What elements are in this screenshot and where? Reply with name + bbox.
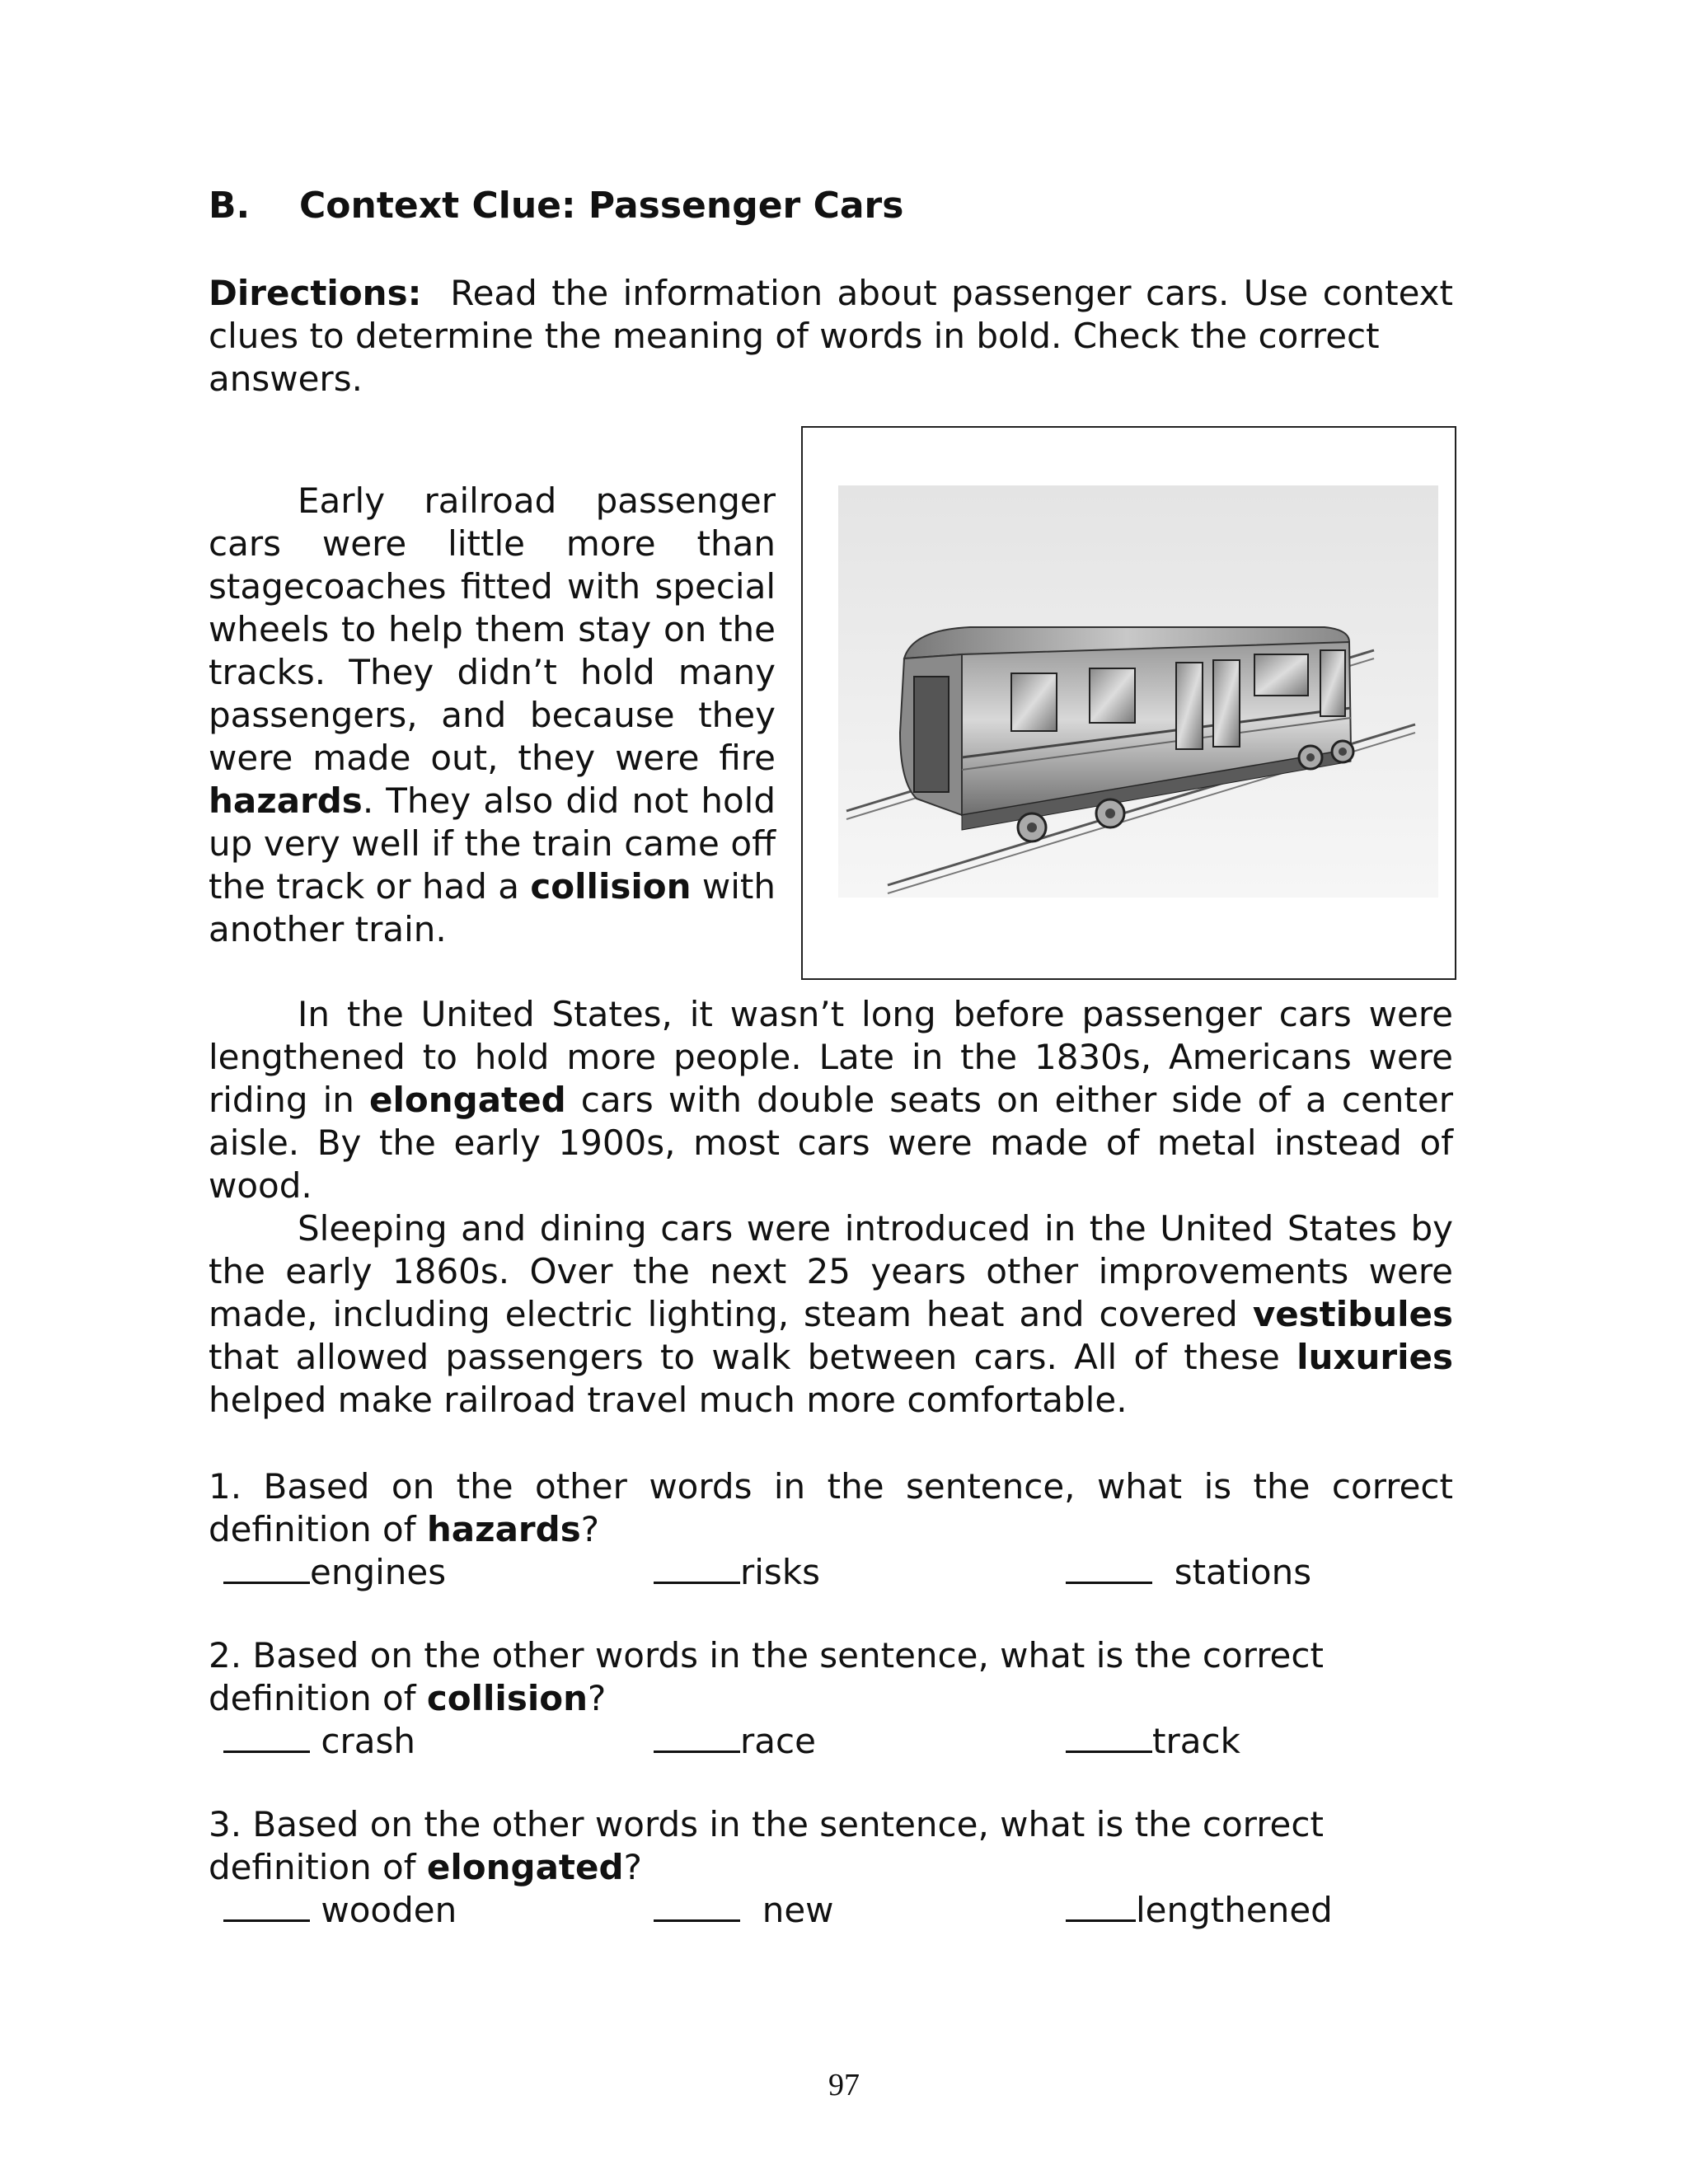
paragraph-early-cars xyxy=(209,480,776,951)
answer-blank[interactable] xyxy=(654,1721,740,1753)
train-car-icon xyxy=(838,485,1438,898)
option-crash[interactable]: crash xyxy=(223,1720,415,1763)
para3-line: the early 1860s. Over the next 25 years other improvements were xyxy=(209,1251,1453,1291)
directions-line-1: Directions: Read the information about passenger cars. Use context xyxy=(209,273,1453,313)
para2-line: In the United States, it wasn’t long before passenger cars were xyxy=(298,994,1453,1034)
option-track[interactable]: track xyxy=(1066,1720,1240,1763)
question-text: 2. Based on the other words in the sentence, what is the correct xyxy=(209,1635,1324,1675)
para1-line: the track or had a collision with xyxy=(209,866,776,907)
question-text: 3. Based on the other words in the sentence, what is the correct xyxy=(209,1804,1324,1844)
para1-line: another train. xyxy=(209,909,447,949)
paragraph-sleeping-dining xyxy=(209,1207,1453,1422)
bold-word-elongated: elongated xyxy=(369,1080,566,1120)
figure-frame xyxy=(801,426,1456,980)
para1-line: Early railroad passenger xyxy=(298,480,776,521)
figure-image xyxy=(838,485,1438,898)
answer-blank[interactable] xyxy=(1066,1552,1152,1584)
para1-line: stagecoaches fitted with special xyxy=(209,566,776,607)
directions-line-3: answers. xyxy=(209,359,363,399)
para1-line: cars were little more than xyxy=(209,523,776,564)
option-lengthened[interactable]: lengthened xyxy=(1066,1889,1333,1932)
answer-blank[interactable] xyxy=(1066,1721,1152,1753)
option-stations[interactable]: stations xyxy=(1066,1551,1311,1594)
section-heading xyxy=(209,183,903,229)
para1-line: tracks. They didn’t hold many xyxy=(209,652,776,692)
directions xyxy=(209,272,1453,401)
para1-line: were made out, they were fire xyxy=(209,738,776,778)
page-number: 97 xyxy=(828,2068,860,2102)
option-wooden[interactable]: wooden xyxy=(223,1889,457,1932)
para2-line: riding in elongated cars with double seats on either side of a center xyxy=(209,1080,1453,1120)
para1-line: wheels to help them stay on the xyxy=(209,609,776,649)
option-new[interactable]: new xyxy=(654,1889,834,1932)
option-race[interactable]: race xyxy=(654,1720,816,1763)
answer-blank[interactable] xyxy=(1066,1890,1136,1922)
answer-blank[interactable] xyxy=(654,1552,740,1584)
option-risks[interactable]: risks xyxy=(654,1551,820,1594)
para1-line: up very well if the train came off xyxy=(209,823,776,864)
answer-blank[interactable] xyxy=(223,1890,310,1922)
para3-line: that allowed passengers to walk between cars. All of these luxuries xyxy=(209,1337,1453,1377)
answer-options xyxy=(209,1889,1453,1932)
question-text: definition of hazards? xyxy=(209,1509,599,1549)
question-3 xyxy=(209,1803,1453,1932)
bold-word-collision: collision xyxy=(530,866,692,907)
section-title: Context Clue: Passenger Cars xyxy=(299,185,904,227)
para3-line: Sleeping and dining cars were introduced in the United States by xyxy=(298,1208,1453,1249)
answer-blank[interactable] xyxy=(223,1552,310,1584)
section-letter: B. xyxy=(209,185,251,227)
bold-word-hazards: hazards xyxy=(209,780,363,821)
paragraph-united-states xyxy=(209,993,1453,1207)
question-2 xyxy=(209,1634,1453,1763)
para1-line: hazards. They also did not hold xyxy=(209,780,776,821)
directions-line-2: clues to determine the meaning of words in bold. Check the correct xyxy=(209,316,1380,356)
option-engines[interactable]: engines xyxy=(223,1551,446,1594)
answer-options xyxy=(209,1551,1453,1594)
para3-line: helped make railroad travel much more comfortable. xyxy=(209,1380,1128,1420)
para2-line: wood. xyxy=(209,1165,312,1206)
question-text: definition of elongated? xyxy=(209,1847,642,1887)
para1-line: passengers, and because they xyxy=(209,695,776,735)
directions-label: Directions: xyxy=(209,273,422,313)
bold-word-vestibules: vestibules xyxy=(1252,1294,1453,1334)
question-text: definition of collision? xyxy=(209,1678,607,1718)
answer-options xyxy=(209,1720,1453,1763)
answer-blank[interactable] xyxy=(223,1721,310,1753)
bold-word-luxuries: luxuries xyxy=(1296,1337,1453,1377)
para2-line: lengthened to hold more people. Late in the 1830s, Americans were xyxy=(209,1037,1453,1077)
para3-line: made, including electric lighting, steam heat and covered vestibules xyxy=(209,1294,1453,1334)
question-1 xyxy=(209,1465,1453,1594)
answer-blank[interactable] xyxy=(654,1890,740,1922)
para2-line: aisle. By the early 1900s, most cars were made of metal instead of xyxy=(209,1122,1453,1163)
question-text: 1. Based on the other words in the sentence, what is the correct xyxy=(209,1466,1453,1507)
